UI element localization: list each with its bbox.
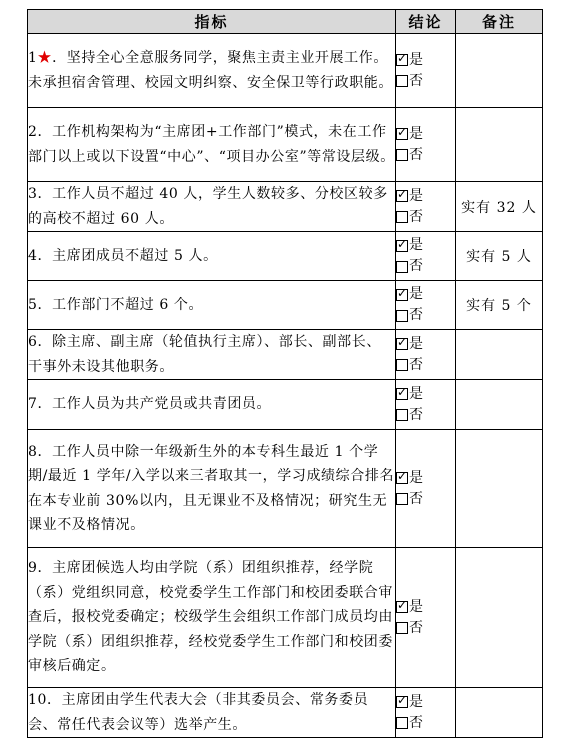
option-yes[interactable] bbox=[396, 597, 455, 618]
option-yes[interactable] bbox=[396, 124, 455, 145]
table-row bbox=[28, 34, 543, 108]
item-number: 8 bbox=[28, 443, 38, 460]
option-label: 是 bbox=[409, 286, 423, 302]
option-label: 是 bbox=[409, 51, 423, 68]
remark-cell bbox=[456, 380, 543, 430]
indicator-text: ．主席团候选人均由学院（系）团组织推荐，经学院（系）党组织同意，校党委学生工作部门和校团委联合审查后，报校党委确定；校级学生会组织工作部门成员均由学院（系）团组织推荐，经校党委学生工作部门和校团委审核后确定。 bbox=[28, 560, 393, 675]
conclusion-cell bbox=[396, 232, 456, 281]
conclusion-cell bbox=[396, 430, 456, 548]
indicator-text: ．工作人员为共产党员或共青团员。 bbox=[37, 396, 272, 413]
checked-checkbox-icon[interactable] bbox=[396, 338, 408, 350]
checked-checkbox-icon[interactable] bbox=[396, 472, 408, 484]
option-label: 是 bbox=[409, 385, 423, 402]
option-yes[interactable] bbox=[396, 235, 455, 256]
item-number: 3 bbox=[28, 186, 38, 202]
option-label: 否 bbox=[409, 490, 423, 507]
empty-checkbox-icon[interactable] bbox=[396, 717, 408, 729]
indicator-text: ．工作人员不超过 40 人，学生人数较多、分校区较多的高校不超过 60 人。 bbox=[28, 186, 388, 227]
option-label: 是 bbox=[409, 335, 423, 352]
option-label: 否 bbox=[409, 406, 423, 423]
checked-checkbox-icon[interactable] bbox=[396, 289, 408, 301]
conclusion-cell bbox=[396, 281, 456, 330]
remark-cell bbox=[456, 108, 543, 182]
indicator-cell bbox=[28, 430, 396, 548]
table-row bbox=[28, 108, 543, 182]
option-label: 否 bbox=[409, 714, 423, 731]
remark-cell bbox=[456, 430, 543, 548]
item-number: 7 bbox=[28, 396, 38, 413]
table-row bbox=[28, 430, 543, 548]
indicator-text: ．工作部门不超过 6 个。 bbox=[37, 296, 204, 313]
indicator-cell bbox=[28, 108, 396, 182]
empty-checkbox-icon[interactable] bbox=[396, 261, 408, 273]
item-number: 1 bbox=[28, 50, 38, 66]
option-no[interactable] bbox=[396, 355, 455, 376]
option-no[interactable] bbox=[396, 71, 455, 92]
option-no[interactable] bbox=[396, 618, 455, 639]
item-number: 10 bbox=[28, 692, 48, 708]
empty-checkbox-icon[interactable] bbox=[396, 310, 408, 322]
table-row bbox=[28, 232, 543, 281]
indicator-text: ．坚持全心全意服务同学，聚焦主责主业开展工作。未承担宿舍管理、校园文明纠察、安全保卫等行政职能。 bbox=[28, 50, 393, 91]
indicator-cell bbox=[28, 380, 396, 430]
option-label: 是 bbox=[409, 237, 423, 253]
option-label: 是 bbox=[409, 125, 423, 142]
option-label: 否 bbox=[409, 619, 423, 636]
option-label: 否 bbox=[409, 146, 423, 163]
option-label: 是 bbox=[409, 693, 423, 710]
header-row bbox=[28, 10, 543, 34]
option-no[interactable] bbox=[396, 405, 455, 426]
option-no[interactable] bbox=[396, 207, 455, 228]
indicator-text: ．除主席、副主席（轮值执行主席）、部长、副部长、干事外未设其他职务。 bbox=[28, 334, 381, 375]
table-row bbox=[28, 330, 543, 380]
option-yes[interactable] bbox=[396, 284, 455, 305]
remark-cell bbox=[456, 688, 543, 738]
header-remark: 备注 bbox=[456, 10, 543, 34]
option-no[interactable] bbox=[396, 145, 455, 166]
option-yes[interactable] bbox=[396, 692, 455, 713]
option-yes[interactable] bbox=[396, 334, 455, 355]
option-no[interactable] bbox=[396, 489, 455, 510]
conclusion-cell bbox=[396, 548, 456, 688]
empty-checkbox-icon[interactable] bbox=[396, 359, 408, 371]
indicator-cell bbox=[28, 232, 396, 281]
conclusion-cell bbox=[396, 182, 456, 232]
option-label: 否 bbox=[409, 72, 423, 89]
table-row bbox=[28, 281, 543, 330]
indicator-cell bbox=[28, 34, 396, 108]
item-number: 6 bbox=[28, 334, 38, 350]
conclusion-cell bbox=[396, 330, 456, 380]
checklist-table bbox=[27, 9, 543, 738]
conclusion-cell bbox=[396, 108, 456, 182]
checked-checkbox-icon[interactable] bbox=[396, 128, 408, 140]
option-label: 是 bbox=[409, 187, 423, 204]
option-label: 是 bbox=[409, 469, 423, 486]
checked-checkbox-icon[interactable] bbox=[396, 601, 408, 613]
option-label: 否 bbox=[409, 307, 423, 323]
indicator-cell bbox=[28, 182, 396, 232]
conclusion-cell bbox=[396, 34, 456, 108]
empty-checkbox-icon[interactable] bbox=[396, 211, 408, 223]
remark-cell: 实有 5 个 bbox=[456, 281, 543, 330]
conclusion-cell bbox=[396, 380, 456, 430]
indicator-text: ．工作人员中除一年级新生外的本专科生最近 1 个学期/最近 1 学年/入学以来三者取其一，学习成绩综合排名在本专业前 30%以内，且无课业不及格情况；研究生无课业不及格情况。 bbox=[28, 443, 395, 533]
item-number: 9 bbox=[28, 560, 38, 577]
option-yes[interactable] bbox=[396, 50, 455, 71]
empty-checkbox-icon[interactable] bbox=[396, 493, 408, 505]
table-row bbox=[28, 182, 543, 232]
empty-checkbox-icon[interactable] bbox=[396, 75, 408, 87]
item-number: 2 bbox=[28, 124, 38, 140]
checked-checkbox-icon[interactable] bbox=[396, 190, 408, 202]
option-yes[interactable] bbox=[396, 186, 455, 207]
indicator-text: ．工作机构架构为“主席团+工作部门”模式，未在工作部门以上或以下设置“中心”、“项目办公室”等常设层级。 bbox=[28, 124, 395, 165]
checked-checkbox-icon[interactable] bbox=[396, 388, 408, 400]
remark-cell bbox=[456, 330, 543, 380]
remark-cell bbox=[456, 34, 543, 108]
option-yes[interactable] bbox=[396, 468, 455, 489]
checked-checkbox-icon[interactable] bbox=[396, 696, 408, 708]
item-number: 5 bbox=[28, 296, 38, 313]
remark-cell: 实有 5 人 bbox=[456, 232, 543, 281]
option-no[interactable] bbox=[396, 305, 455, 326]
option-label: 否 bbox=[409, 258, 423, 274]
option-no[interactable] bbox=[396, 713, 455, 734]
option-yes[interactable] bbox=[396, 384, 455, 405]
table-row bbox=[28, 688, 543, 738]
checklist-rows bbox=[28, 34, 543, 738]
indicator-cell bbox=[28, 281, 396, 330]
conclusion-cell bbox=[396, 688, 456, 738]
remark-cell bbox=[456, 548, 543, 688]
empty-checkbox-icon[interactable] bbox=[396, 149, 408, 161]
indicator-cell bbox=[28, 330, 396, 380]
header-indicator: 指标 bbox=[28, 10, 396, 34]
indicator-text: ．主席团成员不超过 5 人。 bbox=[37, 247, 218, 264]
option-no[interactable] bbox=[396, 256, 455, 277]
option-label: 否 bbox=[409, 208, 423, 225]
table-row bbox=[28, 548, 543, 688]
checked-checkbox-icon[interactable] bbox=[396, 240, 408, 252]
indicator-cell bbox=[28, 548, 396, 688]
table-row bbox=[28, 380, 543, 430]
checked-checkbox-icon[interactable] bbox=[396, 54, 408, 66]
remark-cell: 实有 32 人 bbox=[456, 182, 543, 232]
indicator-text: ．主席团由学生代表大会（非其委员会、常务委员会、常任代表会议等）选举产生。 bbox=[28, 692, 369, 733]
item-number: 4 bbox=[28, 247, 38, 264]
option-label: 否 bbox=[409, 356, 423, 373]
empty-checkbox-icon[interactable] bbox=[396, 409, 408, 421]
header-conclusion: 结论 bbox=[396, 10, 456, 34]
option-label: 是 bbox=[409, 598, 423, 615]
star-icon: ★ bbox=[37, 50, 53, 66]
empty-checkbox-icon[interactable] bbox=[396, 622, 408, 634]
indicator-cell bbox=[28, 688, 396, 738]
